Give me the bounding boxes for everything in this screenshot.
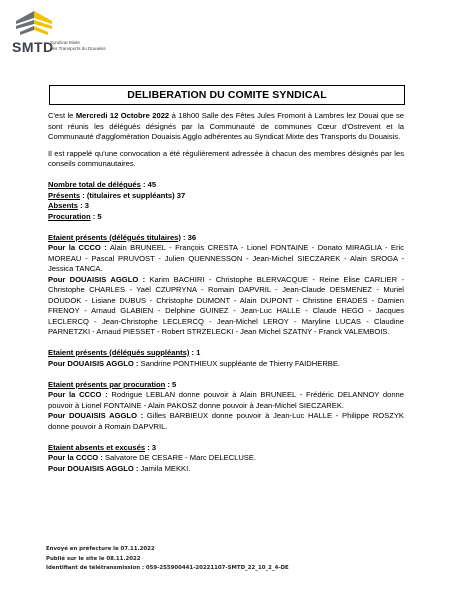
absents-count: : 3: [145, 442, 157, 452]
document-title: DELIBERATION DU COMITE SYNDICAL: [127, 89, 327, 101]
document-title-box: [49, 85, 405, 105]
transmission-footer: [46, 545, 289, 574]
procuration-ccco-list: Rodrigue LEBLAN donne pouvoir à Alain BRUNEEL - Frédéric DELANNOY donne pouvoir à Lionel FONTAINE - Alain PAKOSZ donne pouvoir à Jean-Michel SIECZAREK.: [48, 390, 404, 410]
procuration-heading: Etaient présents par procuration: [48, 379, 166, 389]
titulaires-da-label: Pour DOUAISIS AGGLO :: [48, 274, 146, 284]
titulaires-ccco-label: Pour la CCCO :: [48, 243, 107, 252]
procuration-da-label: Pour DOUAISIS AGGLO :: [48, 411, 144, 420]
intro-paragraph: [48, 111, 404, 143]
absents-value: : 3: [77, 201, 89, 210]
titulaires-count: : 36: [180, 232, 197, 242]
smtd-logo-icon: [14, 10, 54, 40]
logo-subtitle-line2: des Transports du Douaisis: [50, 45, 106, 51]
procuration-da-list: Gilles BARBIEUX donne pouvoir à Jean-Luc HALLE - Philippe ROSZYK donne pouvoir à Romain DAPVRIL.: [48, 411, 404, 431]
suppleants-count: : 1: [189, 348, 201, 357]
section-procuration: [48, 380, 404, 433]
presents-label: Présents: [48, 190, 81, 200]
document-body: [48, 111, 404, 474]
absents-ccco-label: Pour la CCCO :: [48, 453, 103, 462]
procuration-count: : 5: [165, 379, 177, 389]
presents-value: : (titulaires et suppléants) 37: [80, 190, 186, 200]
meeting-date: Mercredi 12 Octobre 2022: [75, 111, 170, 120]
titulaires-da-list: Karim BACHIRI - Christophe BLERVACQUE - Reine Elise CARLIER - Christophe CHARLES - Yaël CZUPRYNA - Romain DAPVRIL - Jean-Claude DESMENEZ - Muriel DOUDOK - Lisiane DUBUS - Christophe DUMONT - Alain DUPONT - Christine ERADES - Damien FRENOY - Arnaud GLABIEN - Delphine GUINEZ - Jean-Luc HALLE - Claude HEGO - Jacques LECLERCQ - Jean-Christophe LECLERCQ - Jean-Michel LEROY - Maryline LUCAS - Claudine PARNETZKI - Arnaud PIESSET - Robert STRZELECKI - Jean Michel SZATNY - Franck VALEMBOIS.: [48, 274, 404, 336]
footer-prefecture-date: Envoyé en préfecture le 07.11.2022: [46, 546, 155, 552]
intro-text-b: à 18h00 Salle des Fêtes Jules Fromont à Lambres lez Douai que se sont réunis les délégués désignés par la Communauté de communes Cœur d'Ostrevent et la Communauté d'agglomération Douaisis Agglo adhérentes au Syndicat Mixte des Transports du Douaisis.: [48, 111, 404, 141]
absents-label: Absents: [48, 201, 78, 210]
logo-brand: SMTD: [12, 39, 54, 55]
section-absents: [48, 443, 404, 475]
procuration-ccco-label: Pour la CCCO :: [48, 390, 108, 399]
total-label: Nombre total de délégués: [48, 180, 141, 189]
convocation-paragraph: Il est rappelé qu'une convocation a été régulièrement adressée à chacun des membres désignés par les conseils communautaires.: [48, 148, 404, 168]
footer-transmission-id: Identifiant de télétransmission : 059-255900441-20221107-SMTD_22_10_2_4-DE: [46, 565, 289, 571]
procuration-label: Procuration: [48, 211, 91, 221]
footer-publication-date: Publié sur le site le 08.11.2022: [46, 555, 141, 562]
logo-subtitle: [50, 40, 106, 51]
titulaires-ccco-list: Alain BRUNEEL - François CRESTA - Lionel FONTAINE - Donato MIRAGLIA - Eric MOREAU - Pascal PRUVOST - Julien QUENNESSON - Jean-Michel SIECZAREK - Alain SROGA - Jessica TANCA.: [48, 243, 405, 273]
titulaires-heading: Etaient présents (délégués titulaires): [48, 232, 181, 242]
absents-da-label: Pour DOUAISIS AGGLO :: [48, 463, 139, 473]
section-titulaires: [48, 233, 404, 338]
delegate-counts: [48, 180, 404, 222]
total-value: : 45: [140, 180, 157, 189]
suppleants-da-list: Sandrine PONTHIEUX suppléante de Thierry FAIDHERBE.: [138, 358, 341, 368]
smtd-logo: [12, 10, 122, 68]
section-suppleants: [48, 348, 404, 369]
procuration-value: : 5: [90, 211, 102, 221]
suppleants-da-label: Pour DOUAISIS AGGLO :: [48, 358, 139, 368]
absents-heading: Etaient absents et excusés: [48, 442, 146, 452]
intro-text-a: C'est le: [48, 111, 76, 120]
suppleants-heading: Etaient présents (délégués suppléants): [48, 348, 190, 357]
absents-da-list: Jamila MEKKI.: [138, 463, 191, 473]
logo-subtitle-line1: Syndicat Mixte: [50, 40, 80, 45]
absents-ccco-list: Salvatore DE CESARE - Marc DELECLUSE.: [102, 453, 257, 462]
